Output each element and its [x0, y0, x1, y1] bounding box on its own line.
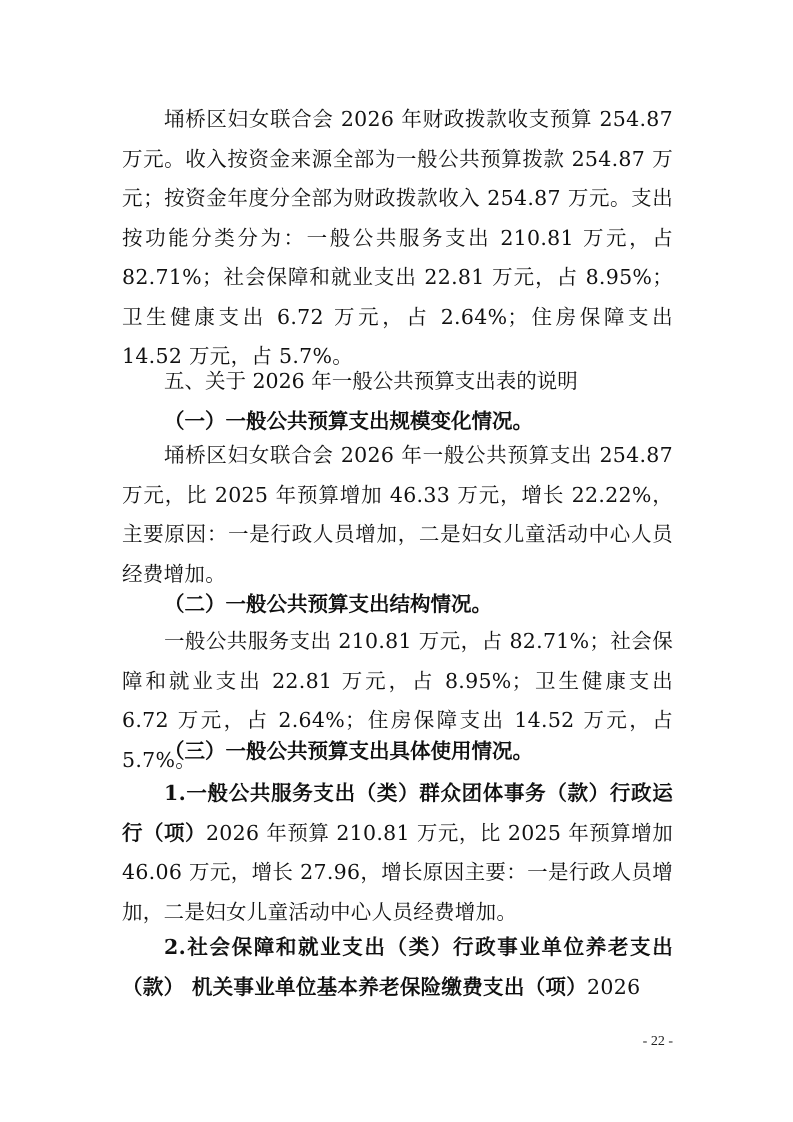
item-one-title: 1.一般公共服务支出（类）群众团体事务（款）行政运行（项）: [122, 781, 673, 845]
subsection-two-heading: （二）一般公共预算支出结构情况。: [164, 592, 492, 616]
item-one-body: 2026 年预算 210.81 万元，比 2025 年预算增加 46.06 万元，增长 27.96，增长原因主要：一是行政人员增加，二是妇女儿童活动中心人员经费增加。: [122, 820, 673, 924]
structure-paragraph: 一般公共服务支出 210.81 万元，占 82.71%；社会保障和就业支出 22.81 万元，占 8.95%；卫生健康支出 6.72 万元，占 2.64%；住房保障支出 14.52 万元，占 5.7%。: [122, 629, 673, 772]
section-five-heading: 五、关于 2026 年一般公共预算支出表的说明: [164, 369, 578, 393]
subsection-three-heading: （三）一般公共预算支出具体使用情况。: [164, 739, 533, 763]
item-two-body: 2026: [587, 974, 641, 999]
budget-summary-paragraph: 埇桥区妇女联合会 2026 年财政拨款收支预算 254.87 万元。收入按资金来源全部为一般公共预算拨款 254.87 万元；按资金年度分全部为财政拨款收入 254.87 万元。支出按功能分类分为：一般公共服务支出 210.81 万元，占 82.71%；社会保障和就业支出 22.81 万元，占 8.95%；卫生健康支出 6.72 万元，占 2.64%；住房保障支出 14.52 万元，占 5.7%。: [122, 107, 673, 368]
page-number: - 22 -: [642, 1034, 673, 1049]
subsection-one-heading: （一）一般公共预算支出规模变化情况。: [164, 409, 533, 433]
item-two-paragraph: [122, 928, 673, 1007]
item-two-title: 2.社会保障和就业支出（类）行政事业单位养老支出（款） 机关事业单位基本养老保险缴费支出（项）: [122, 935, 673, 999]
item-one-paragraph: [122, 774, 673, 932]
scale-change-paragraph: 埇桥区妇女联合会 2026 年一般公共预算支出 254.87 万元，比 2025 年预算增加 46.33 万元，增长 22.22%，主要原因：一是行政人员增加，二是妇女儿童活动中心人员经费增加。: [122, 443, 673, 586]
